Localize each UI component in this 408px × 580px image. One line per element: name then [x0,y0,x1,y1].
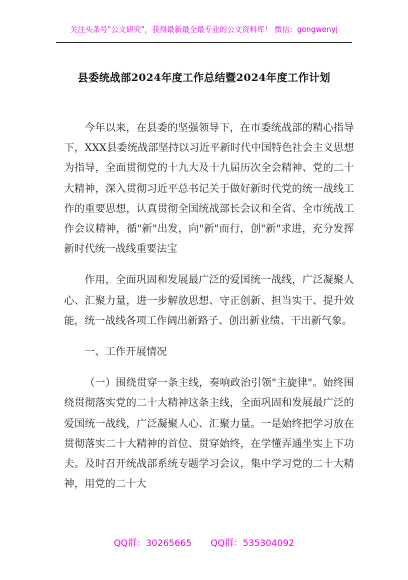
header-divider [56,42,352,43]
document-title: 县委统战部2024年度工作总结暨2024年度工作计划 [77,72,331,84]
paragraph-intro: 今年以来，在县委的坚强领导下，在市委统战部的精心指导下，XXX县委统战部坚持以习近平新时代中国特色社会主义思想为指导，全面贯彻党的十九大及十九届历次全会精神、党的二十大精神，深入贯彻习近平总书记关于做好新时代党的统一战线工作的重要思想，认真贯彻全国统战部长会议和全省、全市统战工作会议精神，循"新"出发，向"新"而行，创"新"求进，充分发挥新时代统一战线重要法宝 [64,122,354,256]
document-body [64,118,354,494]
paragraph-main-line: （一）围绕贯穿一条主线，奏响政治引领"主旋律"。始终围绕贯彻落实党的二十大精神这条主线，全面巩固和发展最广泛的爱国统一战线，广泛凝聚人心、汇聚力量。一是始终把学习放在贯彻落实二十大精神的首位、贯穿始终，在学懂弄通坐实上下功夫。及时召开统战部系统专题学习会议，集中学习党的二十大精神，用党的二十大 [64,377,354,491]
footer-contacts [0,536,408,549]
footer-qq-group-2: QQ群：535304092 [210,539,295,549]
section-heading: 一、工作开展情况 [84,346,167,359]
paragraph-continuation: 作用，全面巩固和发展最广泛的爱国统一战线，广泛凝聚人心、汇聚力量，进一步解放思想、守正创新、担当实干、提升效能，统一战线各项工作阔出新路子、创出新业绩、干出新气象。 [64,274,354,327]
footer-qq-group-1: QQ群：30265665 [113,539,192,549]
header-note: 关注头条号"公文研究"，获得最新最全最专业的公文资料库！ 微信：gongwenyj [70,25,338,34]
